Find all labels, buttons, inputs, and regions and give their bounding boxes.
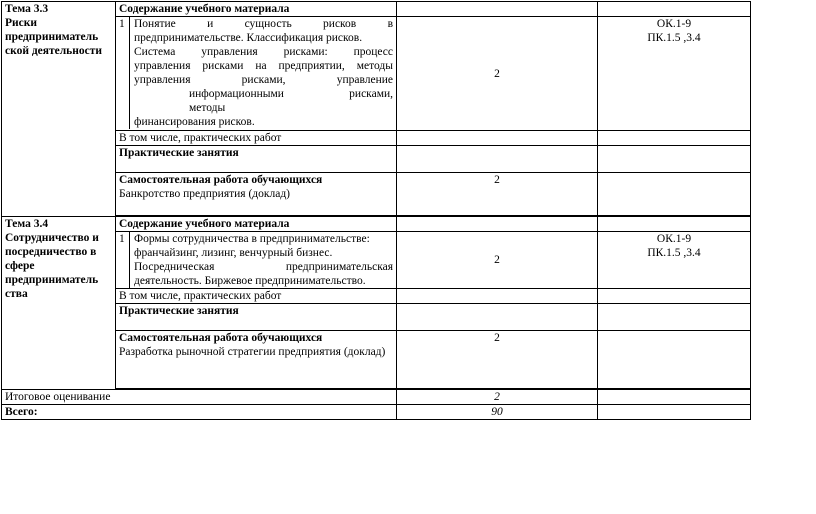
table-row [2, 2, 751, 17]
total-hours: 90 [397, 405, 598, 420]
item-line: управления рисками, управление [134, 74, 393, 86]
competency-code: ОК.1-9 [656, 233, 692, 245]
item-line: финансирования рисков. [134, 116, 255, 128]
selfwork-header: Самостоятельная работа обучающихся [119, 174, 323, 186]
empty-cell [397, 131, 598, 146]
topic-cell [2, 217, 116, 390]
topic-title: Тема 3.4 [5, 218, 49, 230]
item-number: 1 [119, 17, 130, 129]
competency-code: ПК.1.5 ,3.4 [647, 32, 701, 44]
practice-header: Практические занятия [116, 146, 397, 173]
practice-header: Практические занятия [116, 304, 397, 331]
item-line: деятельность. Биржевое предпринимательство. [134, 275, 366, 287]
competencies-cell [598, 17, 751, 131]
item-text [134, 17, 393, 129]
content-header: Содержание учебного материала [116, 217, 397, 232]
item-line: Понятие и сущность рисков в [134, 18, 393, 30]
item-line: управления рисками на предприятии, методы [134, 60, 393, 72]
empty-cell [598, 405, 751, 420]
empty-cell [397, 2, 598, 17]
empty-cell [397, 217, 598, 232]
empty-cell [397, 289, 598, 304]
selfwork-cell [116, 173, 397, 216]
topic-name-line: предприниматель [5, 31, 99, 43]
item-line: информационными рисками, [189, 88, 393, 100]
content-item-cell [116, 232, 397, 289]
table-row [2, 405, 751, 420]
empty-cell [598, 304, 751, 331]
empty-cell [598, 331, 751, 389]
topic-name-line: посредничество в [5, 246, 97, 258]
selfwork-cell [116, 331, 397, 389]
content-item-cell [116, 17, 397, 131]
topic-name-line: ской деятельности [5, 45, 103, 57]
item-line: Система управления рисками: процесс [134, 46, 393, 58]
empty-cell [598, 2, 751, 17]
selfwork-hours: 2 [397, 331, 598, 389]
table-row [2, 390, 751, 405]
curriculum-table [1, 1, 751, 420]
selfwork-hours: 2 [397, 173, 598, 216]
hours-cell: 2 [397, 232, 598, 289]
empty-cell [598, 390, 751, 405]
empty-cell [397, 304, 598, 331]
final-assessment-hours: 2 [397, 390, 598, 405]
competency-code: ПК.1.5 ,3.4 [647, 247, 701, 259]
item-line: Формы сотрудничества в предпринимательстве: [134, 233, 370, 245]
empty-cell [598, 146, 751, 173]
table-row [2, 217, 751, 232]
item-text [134, 232, 393, 288]
topic-name-line: предприниматель [5, 274, 99, 286]
empty-cell [598, 173, 751, 216]
empty-cell [598, 289, 751, 304]
item-line: методы [189, 102, 226, 114]
practice-included: В том числе, практических работ [116, 289, 397, 304]
competencies-cell [598, 232, 751, 289]
item-line: франчайзинг, лизинг, венчурный бизнес. [134, 247, 333, 259]
topic-cell [2, 2, 116, 217]
item-line: Посредническая предпринимательская [134, 261, 393, 273]
final-assessment-label: Итоговое оценивание [2, 390, 397, 405]
empty-cell [598, 217, 751, 232]
hours-cell: 2 [397, 17, 598, 131]
topic-name-line: сфере [5, 260, 35, 272]
selfwork-text: Разработка рыночной стратегии предприятия (доклад) [119, 346, 386, 358]
item-line: предпринимательстве. Классификация рисков. [134, 32, 363, 44]
competency-code: ОК.1-9 [656, 18, 692, 30]
empty-cell [598, 131, 751, 146]
selfwork-text: Банкротство предприятия (доклад) [119, 188, 291, 200]
empty-cell [397, 146, 598, 173]
practice-included: В том числе, практических работ [116, 131, 397, 146]
topic-title: Тема 3.3 [5, 3, 49, 15]
selfwork-header: Самостоятельная работа обучающихся [119, 332, 323, 344]
content-header: Содержание учебного материала [116, 2, 397, 17]
total-label: Всего: [2, 405, 397, 420]
topic-name-line: Риски [5, 17, 38, 29]
item-number: 1 [119, 232, 130, 288]
topic-name-line: Сотрудничество и [5, 232, 99, 244]
topic-name-line: ства [5, 288, 28, 300]
